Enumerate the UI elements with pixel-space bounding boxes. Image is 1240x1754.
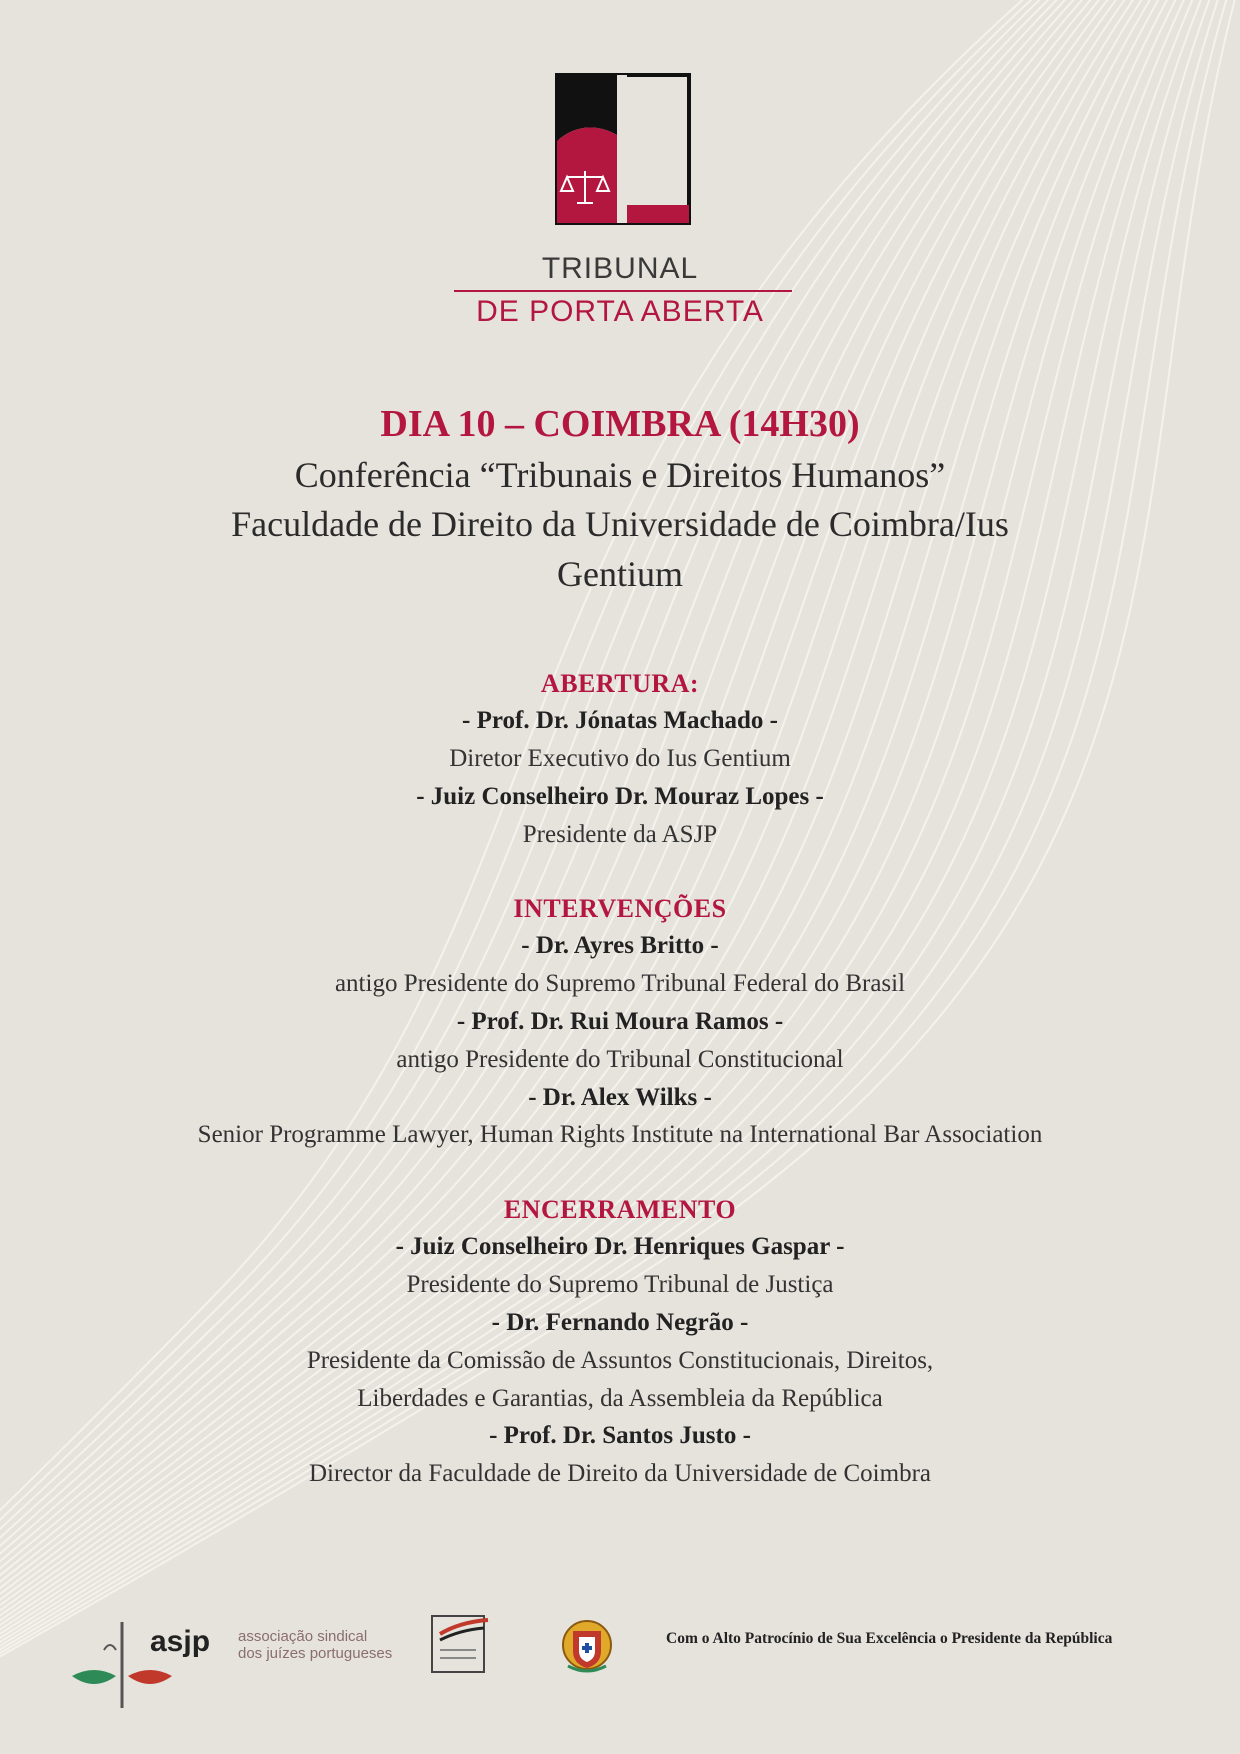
speaker-name: - Prof. Dr. Jónatas Machado - bbox=[462, 707, 778, 734]
speaker-role: antigo Presidente do Tribunal Constitucional bbox=[396, 1046, 844, 1073]
speaker-role: Presidente do Supremo Tribunal de Justiça bbox=[406, 1271, 834, 1298]
tribunal-door-scales-icon bbox=[555, 73, 691, 225]
speaker-name: - Dr. Alex Wilks - bbox=[528, 1084, 712, 1111]
venue-line2: Gentium bbox=[557, 554, 683, 594]
speaker-name: - Juiz Conselheiro Dr. Mouraz Lopes - bbox=[416, 783, 824, 810]
event-heading: DIA 10 – COIMBRA (14H30) bbox=[380, 403, 860, 445]
speaker-role: Diretor Executivo do Ius Gentium bbox=[449, 745, 791, 772]
section-title-abertura: ABERTURA: bbox=[540, 669, 700, 698]
asjp-subtitle-line2: dos juízes portugueses bbox=[238, 1645, 393, 1662]
section-title-encerramento: ENCERRAMENTO bbox=[503, 1195, 737, 1224]
speaker-role: antigo Presidente do Supremo Tribunal Federal do Brasil bbox=[334, 970, 906, 997]
speaker-role: Presidente da Comissão de Assuntos Constitucionais, Direitos, bbox=[306, 1347, 934, 1374]
logo-title-line2: DE PORTA ABERTA bbox=[476, 295, 764, 328]
speaker-name: - Juiz Conselheiro Dr. Henriques Gaspar - bbox=[395, 1233, 845, 1260]
portugal-coat-of-arms-icon bbox=[556, 1616, 618, 1678]
speaker-role: Director da Faculdade de Direito da Universidade de Coimbra bbox=[309, 1460, 931, 1487]
asjp-subtitle-line1: associação sindical bbox=[238, 1628, 368, 1645]
speaker-name: - Prof. Dr. Rui Moura Ramos - bbox=[456, 1008, 784, 1035]
speaker-role: Senior Programme Lawyer, Human Rights Institute na International Bar Association bbox=[197, 1121, 1043, 1148]
ius-gentium-logo-icon bbox=[430, 1614, 502, 1674]
speaker-name: - Dr. Ayres Britto - bbox=[521, 932, 719, 959]
conference-title: Conferência “Tribunais e Direitos Humanos” bbox=[294, 455, 946, 495]
speaker-name: - Dr. Fernando Negrão - bbox=[491, 1309, 749, 1336]
footer-sponsors bbox=[0, 1600, 1240, 1720]
logo-divider bbox=[454, 290, 792, 292]
speaker-role: Presidente da ASJP bbox=[522, 821, 718, 848]
asjp-wordmark: asjp bbox=[150, 1625, 211, 1658]
speaker-name: - Prof. Dr. Santos Justo - bbox=[489, 1422, 751, 1449]
patronage-text: Com o Alto Patrocínio de Sua Excelência o Presidente da República bbox=[666, 1630, 1113, 1647]
asjp-subtitle bbox=[238, 1628, 392, 1662]
section-title-intervencoes: INTERVENÇÕES bbox=[513, 894, 727, 923]
logo-title-line1: TRIBUNAL bbox=[541, 252, 699, 285]
speaker-role: Liberdades e Garantias, da Assembleia da República bbox=[357, 1385, 883, 1412]
venue-line1: Faculdade de Direito da Universidade de Coimbra/Ius bbox=[231, 504, 1009, 544]
